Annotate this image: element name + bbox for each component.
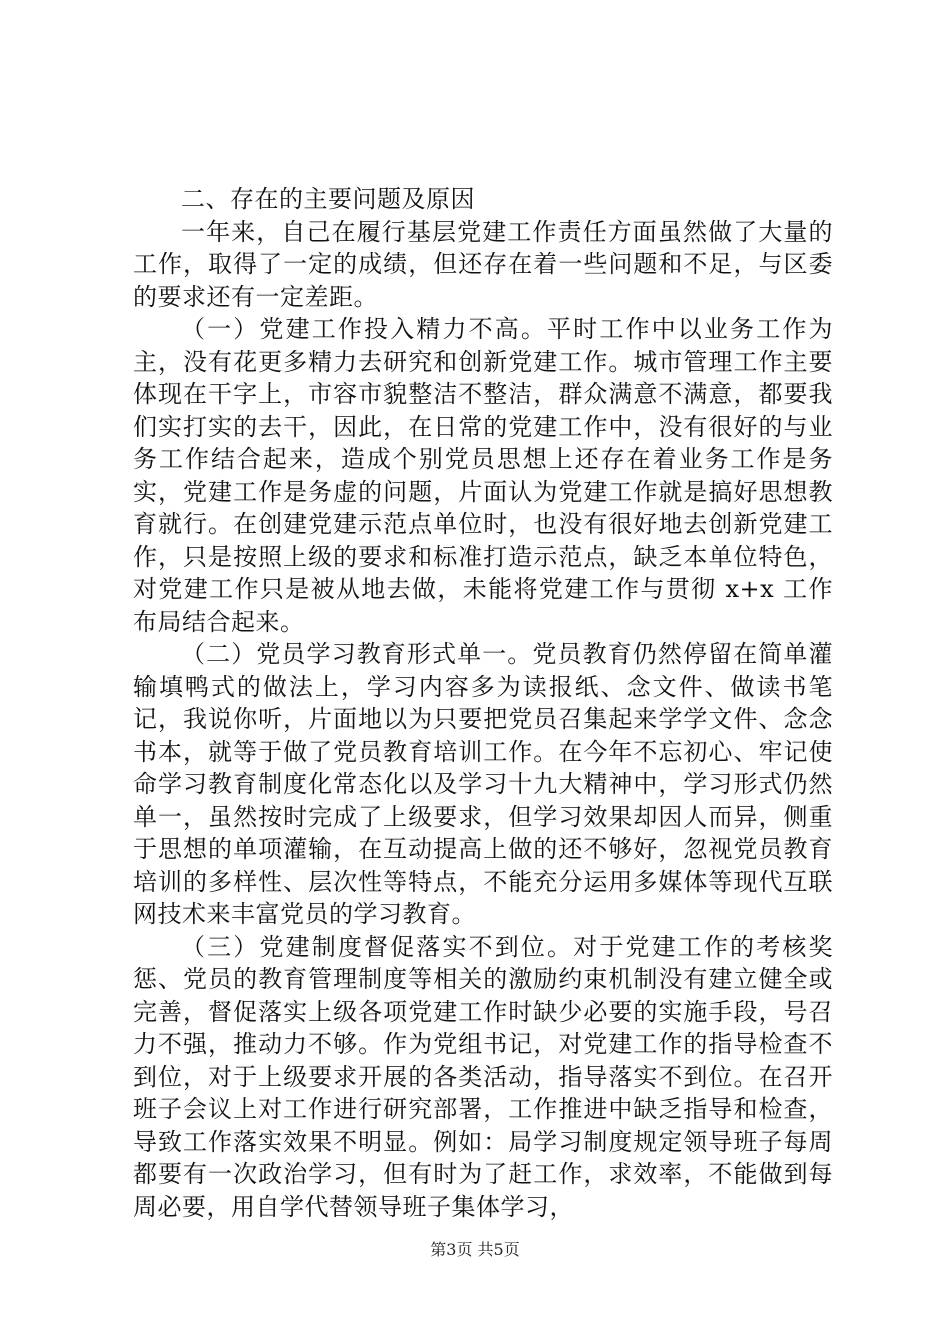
paragraph-issue-2: （二）党员学习教育形式单一。党员教育仍然停留在简单灌输填鸭式的做法上，学习内容多为读报纸、念文件、做读书笔记，我说你听，片面地以为只要把党员召集起来学学文件、念念书本，就等于做了党员教育培训工作。在今年不忘初心、牢记使命学习教育制度化常态化以及学习十九大精神中，学习形式仍然单一，虽然按时完成了上级要求，但学习效果却因人而异，侧重于思想的单项灌输，在互动提高上做的还不够好，忽视党员教育培训的多样性、层次性等特点，不能充分运用多媒体等现代互联网技术来丰富党员的学习教育。 [133, 640, 833, 928]
document-body [133, 183, 833, 1223]
paragraph-issue-1: （一）党建工作投入精力不高。平时工作中以业务工作为主，没有花更多精力去研究和创新党建工作。城市管理工作主要体现在干字上，市容市貌整洁不整洁，群众满意不满意，都要我们实打实的去干，因此，在日常的党建工作中，没有很好的与业务工作结合起来，造成个别党员思想上还存在着业务工作是务实，党建工作是务虚的问题，片面认为党建工作就是搞好思想教育就行。在创建党建示范点单位时，也没有很好地去创新党建工作，只是按照上级的要求和标准打造示范点，缺乏本单位特色，对党建工作只是被从地去做，未能将党建工作与贯彻 x+x 工作布局结合起来。 [133, 315, 833, 636]
paragraph-issue-3: （三）党建制度督促落实不到位。对于党建工作的考核奖惩、党员的教育管理制度等相关的激励约束机制没有建立健全或完善，督促落实上级各项党建工作时缺少必要的实施手段，号召力不强，推动力不够。作为党组书记，对党建工作的指导检查不到位，对于上级要求开展的各类活动，指导落实不到位。在召开班子会议上对工作进行研究部署，工作推进中缺乏指导和检查，导致工作落实效果不明显。例如：局学习制度规定领导班子每周都要有一次政治学习，但有时为了赶工作，求效率，不能做到每周必要，用自学代替领导班子集体学习， [133, 932, 833, 1221]
section-heading: 二、存在的主要问题及原因 [181, 185, 475, 213]
paragraph-intro: 一年来，自己在履行基层党建工作责任方面虽然做了大量的工作，取得了一定的成绩，但还存在着一些问题和不足，与区委的要求还有一定差距。 [133, 217, 833, 311]
page-footer: 第3页 共5页 [430, 1240, 520, 1259]
